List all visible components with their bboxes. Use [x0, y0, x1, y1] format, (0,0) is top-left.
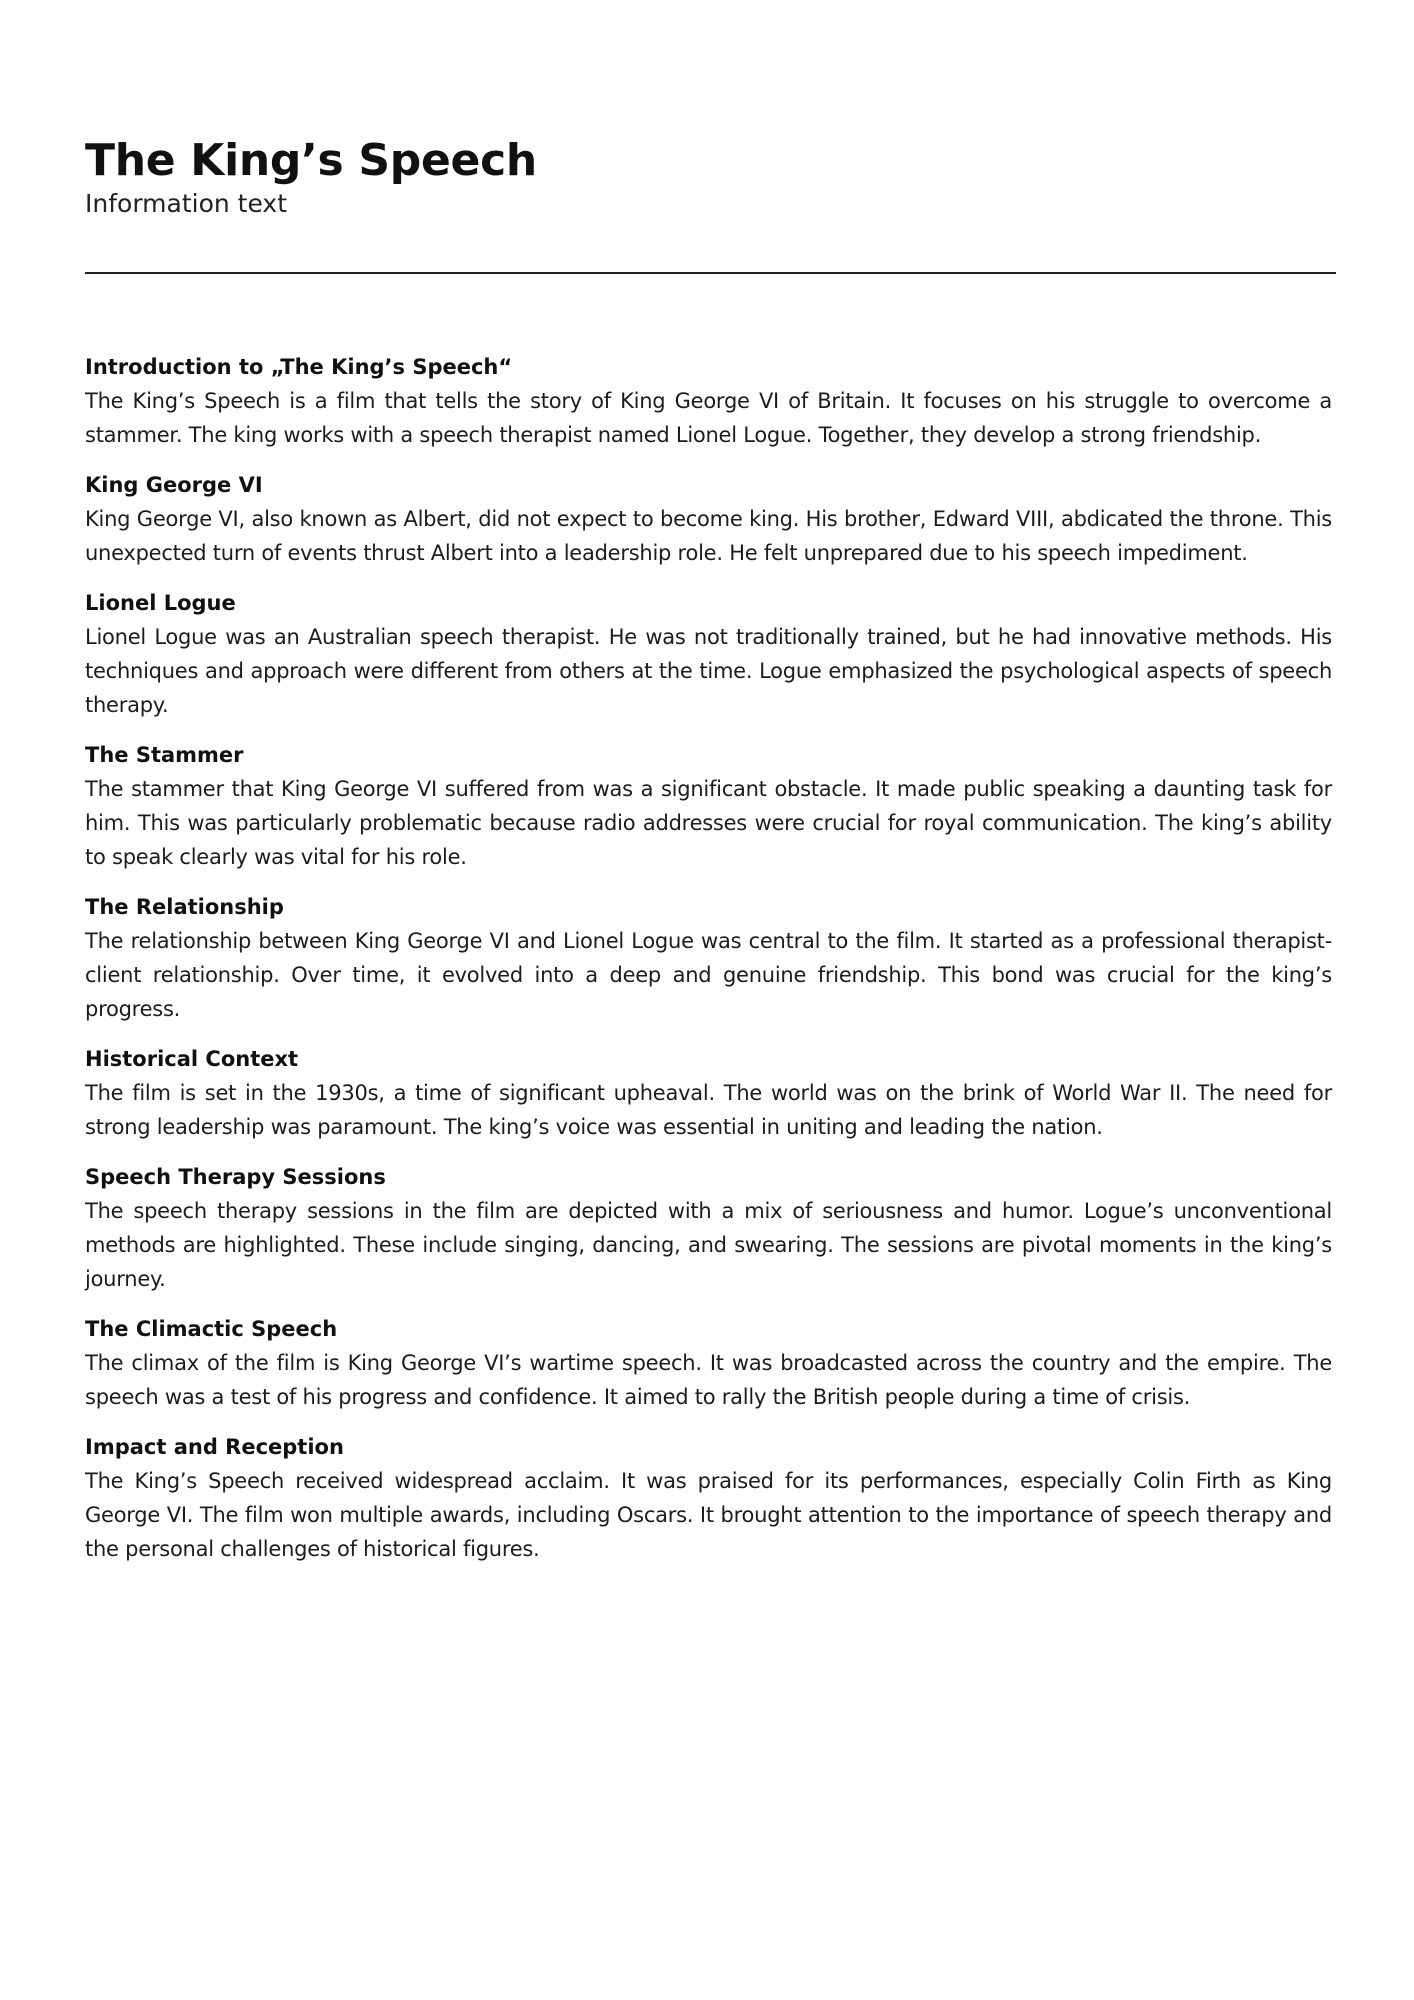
section-paragraph: King George VI, also known as Albert, did not expect to become king. His brother, Edward VIII, abdicated the throne. This unexpected turn of events thrust Albert into a leadership role. He felt unprepared due to his speech impediment.	[85, 507, 1332, 565]
section-paragraph: The film is set in the 1930s, a time of significant upheaval. The world was on the brink of World War II. The need for strong leadership was paramount. The king’s voice was essential in uniting and leading the nation.	[85, 1081, 1332, 1139]
section-king-george	[85, 468, 1332, 570]
section-paragraph: The climax of the film is King George VI’s wartime speech. It was broadcasted across the country and the empire. The speech was a test of his progress and confidence. It aimed to rally the British people during a time of crisis.	[85, 1351, 1332, 1409]
section-introduction	[85, 350, 1332, 452]
section-historical-context	[85, 1042, 1332, 1144]
section-paragraph: The relationship between King George VI and Lionel Logue was central to the film. It started as a professional therapist-client relationship. Over time, it evolved into a deep and genuine friendship. This bond was crucial for the king’s progress.	[85, 929, 1332, 1021]
section-therapy-sessions	[85, 1160, 1332, 1296]
section-paragraph: The speech therapy sessions in the film are depicted with a mix of seriousness and humor. Logue’s unconventional methods are highlighted. These include singing, dancing, and swearing. The sessions are pivotal moments in the king’s journey.	[85, 1199, 1332, 1291]
document-title: The King’s Speech	[85, 135, 537, 186]
section-relationship	[85, 890, 1332, 1026]
section-lionel-logue	[85, 586, 1332, 722]
section-heading: Impact and Reception	[85, 1435, 344, 1459]
section-heading: Introduction to „The King’s Speech“	[85, 355, 513, 379]
document-body	[85, 350, 1332, 1582]
section-heading: The Relationship	[85, 895, 284, 919]
section-heading: The Climactic Speech	[85, 1317, 338, 1341]
section-paragraph: Lionel Logue was an Australian speech therapist. He was not traditionally trained, but he had innovative methods. His techniques and approach were different from others at the time. Logue emphasized the psychological aspects of speech therapy.	[85, 625, 1332, 717]
title-divider	[85, 272, 1336, 274]
section-impact-reception	[85, 1430, 1332, 1566]
section-heading: Speech Therapy Sessions	[85, 1165, 386, 1189]
section-climactic-speech	[85, 1312, 1332, 1414]
section-paragraph: The King’s Speech is a film that tells the story of King George VI of Britain. It focuses on his struggle to overcome a stammer. The king works with a speech therapist named Lionel Logue. Together, they develop a strong friendship.	[85, 389, 1332, 447]
section-heading: The Stammer	[85, 743, 244, 767]
section-paragraph: The stammer that King George VI suffered from was a significant obstacle. It made public speaking a daunting task for him. This was particularly problematic because radio addresses were crucial for royal communication. The king’s ability to speak clearly was vital for his role.	[85, 777, 1332, 869]
section-paragraph: The King’s Speech received widespread acclaim. It was praised for its performances, especially Colin Firth as King George VI. The film won multiple awards, including Oscars. It brought attention to the importance of speech therapy and the personal challenges of historical figures.	[85, 1469, 1332, 1561]
section-heading: Historical Context	[85, 1047, 299, 1071]
section-stammer	[85, 738, 1332, 874]
section-heading: Lionel Logue	[85, 591, 236, 615]
section-heading: King George VI	[85, 473, 263, 497]
document-subtitle: Information text	[85, 189, 288, 218]
